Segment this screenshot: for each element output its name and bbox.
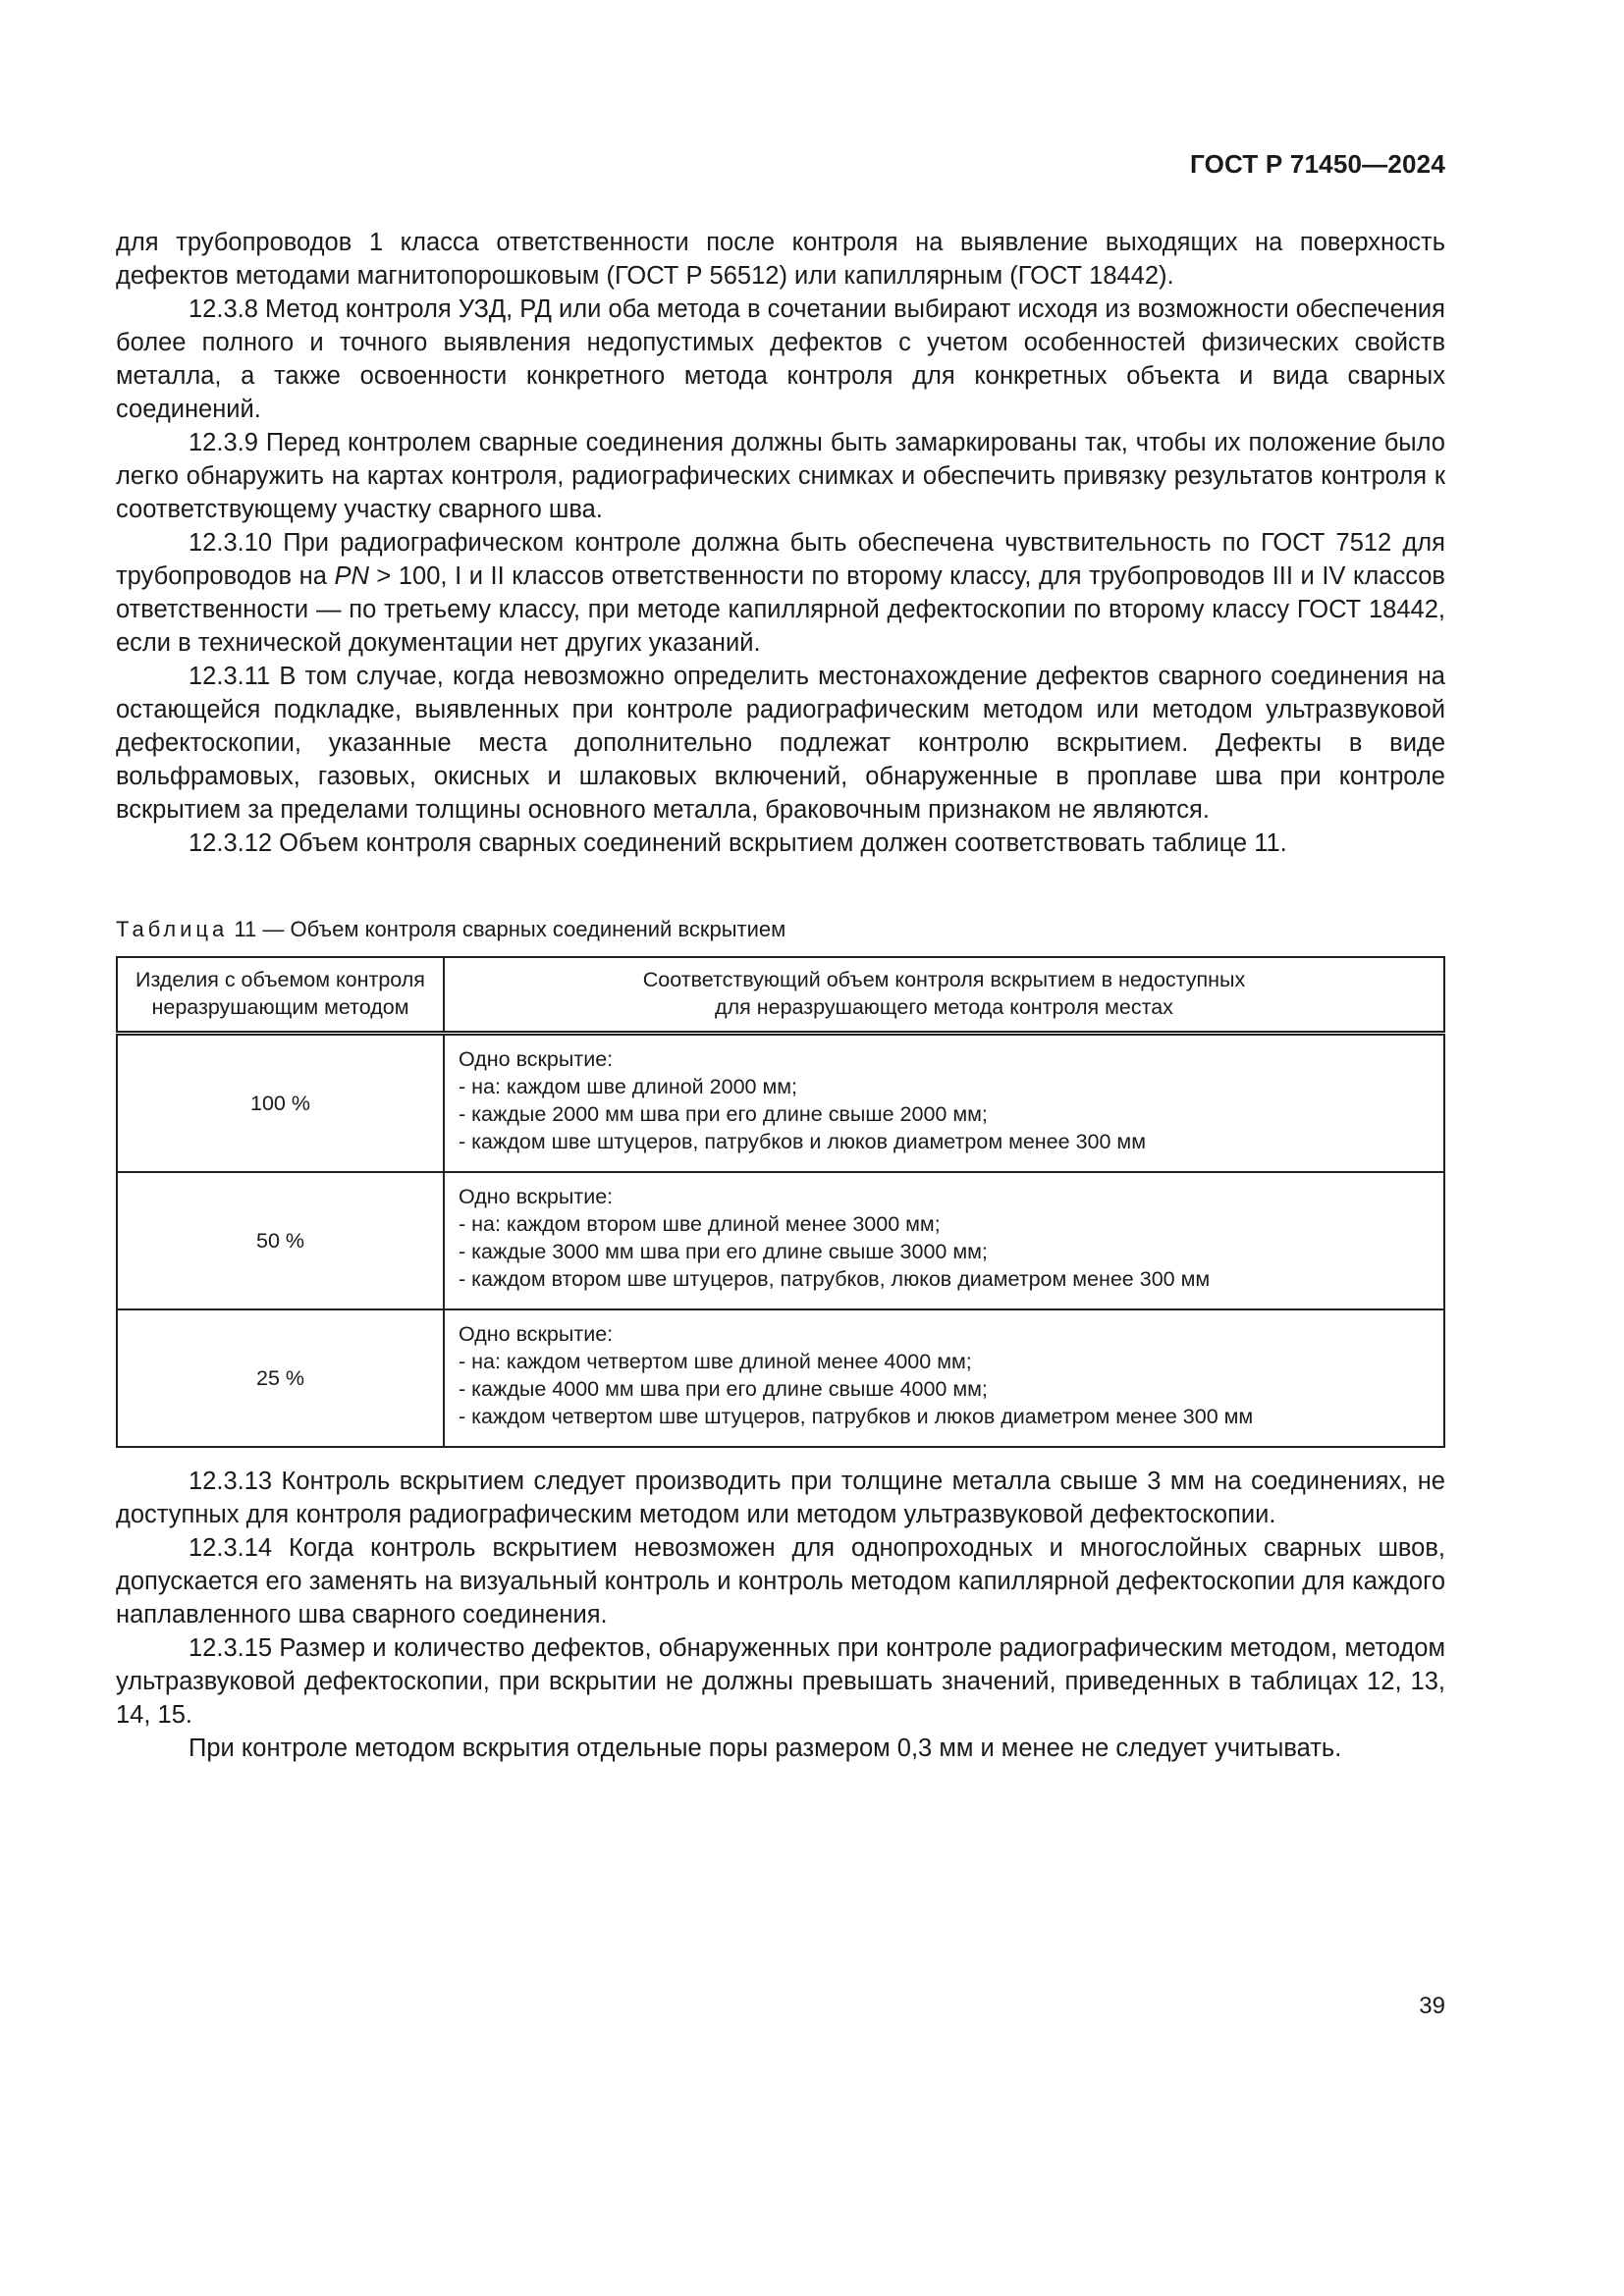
table-header-cell — [117, 957, 444, 1034]
cell-line: - на: каждом четвертом шве длиной менее 4000 мм; — [459, 1350, 972, 1373]
paragraph-text: > 100, I и II классов ответственности по второму классу, для трубопроводов III и IV классов ответственности — по третьему классу, при методе капиллярной дефектоскопии по второму классу ГОСТ 18442, если в технической документации нет других указаний. — [116, 562, 1445, 657]
cell-line: - каждом шве штуцеров, патрубков и люков диаметром менее 300 мм — [459, 1130, 1146, 1153]
percent-cell: 100 % — [117, 1034, 444, 1173]
table-header-cell — [444, 957, 1444, 1034]
body-text-top — [116, 226, 1445, 860]
cell-line: - каждые 4000 мм шва при его длине свыше 4000 мм; — [459, 1377, 988, 1401]
header-line: Изделия с объемом контроля — [135, 968, 425, 991]
description-cell — [444, 1309, 1444, 1447]
description-cell — [444, 1172, 1444, 1309]
paragraph-12-3-12: 12.3.12 Объем контроля сварных соединений вскрытием должен соответствовать таблице 11. — [189, 829, 1287, 857]
italic-term: PN — [334, 562, 369, 590]
table-caption — [116, 917, 785, 942]
paragraph-12-3-9: 12.3.9 Перед контролем сварные соединения должны быть замаркированы так, чтобы их положение было легко обнаружить на картах контроля, радиографических снимках и обеспечить привязку результатов контроля к соответствующему участку сварного шва. — [116, 429, 1445, 523]
paragraph-12-3-13: 12.3.13 Контроль вскрытием следует производить при толщине металла свыше 3 мм на соединениях, не доступных для контроля радиографическим методом или методом ультразвуковой дефектоскопии. — [116, 1468, 1445, 1528]
table-caption-text: 11 — Объем контроля сварных соединений вскрытием — [234, 917, 786, 941]
page-number: 39 — [1419, 1993, 1445, 2019]
cell-line: Одно вскрытие: — [459, 1322, 614, 1346]
cell-line: Одно вскрытие: — [459, 1047, 614, 1071]
paragraph-12-3-11: 12.3.11 В том случае, когда невозможно определить местонахождение дефектов сварного соединения на остающейся подкладке, выявленных при контроле радиографическим методом или методом ультразвуковой дефектоскопии, указанные места дополнительно подлежат контролю вскрытием. Дефекты в виде вольфрамовых, газовых, окисных и шлаковых включений, обнаруженные в проплаве шва при контроле вскрытием за пределами толщины основного металла, браковочным признаком не являются. — [116, 663, 1445, 824]
paragraph: для трубопроводов 1 класса ответственности после контроля на выявление выходящих на поверхность дефектов методами магнитопорошковым (ГОСТ Р 56512) или капиллярным (ГОСТ 18442). — [116, 229, 1445, 290]
header-line: для неразрушающего метода контроля местах — [715, 995, 1173, 1019]
paragraph-12-3-14: 12.3.14 Когда контроль вскрытием невозможен для однопроходных и многослойных сварных швов, допускается его заменять на визуальный контроль и контроль методом капиллярной дефектоскопии для каждого наплавленного шва сварного соединения. — [116, 1534, 1445, 1629]
percent-cell: 25 % — [117, 1309, 444, 1447]
cell-line: - на: каждом шве длиной 2000 мм; — [459, 1075, 797, 1098]
table-header-row — [117, 957, 1444, 1034]
paragraph-12-3-10 — [116, 526, 1445, 660]
paragraph-text: 12.3.10 При радиографическом контроле должна быть обеспечена чувствительность по ГОСТ 7512 для трубопроводов на — [116, 529, 1445, 590]
document-number: ГОСТ Р 71450—2024 — [1190, 149, 1445, 179]
percent-cell: 50 % — [117, 1172, 444, 1309]
table-row — [117, 1034, 1444, 1173]
cell-line: - каждые 2000 мм шва при его длине свыше 2000 мм; — [459, 1102, 988, 1126]
paragraph-12-3-15: 12.3.15 Размер и количество дефектов, обнаруженных при контроле радиографическим методом, методом ультразвуковой дефектоскопии, при вскрытии не должны превышать значений, приведенных в таблицах 12, 13, 14, 15. — [116, 1634, 1445, 1729]
table-caption-label: Таблица — [116, 917, 229, 941]
cell-line: Одно вскрытие: — [459, 1185, 614, 1208]
table-11 — [116, 956, 1445, 1448]
header-line: неразрушающим методом — [151, 995, 409, 1019]
body-text-bottom — [116, 1465, 1445, 1765]
header-line: Соответствующий объем контроля вскрытием в недоступных — [642, 968, 1246, 991]
cell-line: - каждые 3000 мм шва при его длине свыше 3000 мм; — [459, 1240, 988, 1263]
cell-line: - каждом четвертом шве штуцеров, патрубков и люков диаметром менее 300 мм — [459, 1405, 1254, 1428]
cell-line: - на: каждом втором шве длиной менее 3000 мм; — [459, 1212, 941, 1236]
table-row — [117, 1172, 1444, 1309]
paragraph: При контроле методом вскрытия отдельные поры размером 0,3 мм и менее не следует учитывать. — [189, 1735, 1342, 1762]
paragraph-12-3-8: 12.3.8 Метод контроля УЗД, РД или оба метода в сочетании выбирают исходя из возможности обеспечения более полного и точного выявления недопустимых дефектов с учетом особенностей физических свойств металла, а также освоенности конкретного метода контроля для конкретных объекта и вида сварных соединений. — [116, 295, 1445, 423]
table-row — [117, 1309, 1444, 1447]
cell-line: - каждом втором шве штуцеров, патрубков, люков диаметром менее 300 мм — [459, 1267, 1211, 1291]
description-cell — [444, 1034, 1444, 1173]
